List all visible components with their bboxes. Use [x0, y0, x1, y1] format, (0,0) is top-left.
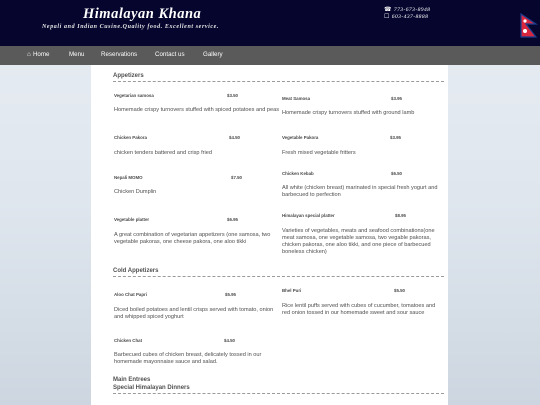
menu-item-name: Chicken Chat [114, 338, 143, 343]
nav-home[interactable]: ⌂ Home [27, 51, 50, 58]
menu-item-description: chicken tenders battered and crisp fried [114, 150, 212, 156]
home-icon: ⌂ [27, 51, 31, 58]
menu-item-price: $7.50 [231, 175, 242, 180]
section-divider [113, 393, 444, 394]
menu-item-description: All white (chicken breast) marinated in special fresh yogurt and barbecued to perfection [282, 185, 438, 198]
menu-item-price: $4.50 [224, 338, 235, 343]
main-nav [0, 46, 540, 65]
menu-item-description: Fresh mixed vegetable fritters [282, 150, 356, 156]
menu-item-price: $3.95 [390, 135, 401, 140]
contact-phones [384, 7, 430, 21]
nepal-flag-icon [520, 13, 538, 39]
section-title-main-entrees: Main Entrees [113, 377, 151, 383]
menu-item-name: Meat Samosa [282, 96, 311, 101]
menu-item-name: Chicken Kebab [282, 171, 314, 176]
site-header [0, 0, 540, 46]
menu-item-name: Vegetable Pakora [282, 135, 319, 140]
menu-content [91, 65, 448, 405]
phone-number-1: 773-673-8948 [393, 7, 431, 13]
menu-item-description: Barbecued cubes of chicken breast, delicately tossed in our homemade mayonnaise sauce and salad. [114, 352, 262, 365]
menu-item-price: $8.95 [395, 213, 406, 218]
nav-menu[interactable]: Menu [69, 51, 85, 58]
menu-item-price: $6.50 [391, 171, 402, 176]
menu-item-description: Homemade crispy turnovers stuffed with spiced potatoes and peas [114, 107, 280, 113]
checkbox-icon: ☐ [384, 14, 390, 20]
menu-item-name: Vegetarian samosa [114, 93, 154, 98]
nav-contact-us[interactable]: Contact us [155, 51, 185, 58]
menu-item-description: Varieties of vegetables, meats and seafood combinations(one meat samosa, one vegetable samosa, two vegable pakoras, chicken pakoras, one aloo tikki, and one piece of barbecued boneless chicken) [282, 228, 435, 255]
menu-item-price: $3.95 [391, 96, 402, 101]
nav-gallery[interactable]: Gallery [203, 51, 223, 58]
menu-item-price: $5.50 [394, 288, 405, 293]
menu-item-description: Chicken Dumplin [114, 189, 157, 195]
menu-item-description: Rice lentil puffs served with cubes of cucumber, tomatoes and red onion tossed in our homemade sweet and sour sauce [282, 303, 436, 316]
site-tagline: Nepali and Indian Cusine.Quality food. Excellent service. [42, 24, 220, 30]
nav-reservations[interactable]: Reservations [101, 51, 138, 58]
section-title-appetizers: Appetizers [113, 73, 144, 79]
menu-item-description: A great combination of vegetarian appetizers (one samosa, two vegetable pakoras, one cheese pakora, one aloo tikki [114, 232, 271, 245]
section-title-cold-appetizers: Cold Appetizers [113, 268, 159, 274]
menu-item-name: Chicken Pakora [114, 135, 147, 140]
menu-item-name: Bhel Puri [282, 288, 302, 293]
menu-item-description: Diced boiled potatoes and lentil crisps served with tomato, onion and whipped spiced yoghurt [114, 307, 274, 320]
section-divider [113, 81, 444, 82]
section-divider [113, 276, 444, 277]
menu-item-name: Aloo Chat Papri [114, 292, 147, 297]
phone-number-2: 603-437-8888 [391, 14, 429, 20]
phone-icon: ☎ [384, 7, 392, 13]
menu-item-name: Nepali MOMO [114, 175, 143, 180]
menu-item-name: Himalayan special platter [282, 213, 335, 218]
section-title-special-dinners: Special Himalayan Dinners [113, 385, 190, 391]
menu-item-price: $4.50 [229, 135, 240, 140]
menu-item-price: $6.95 [227, 217, 238, 222]
menu-item-price: $3.50 [227, 93, 238, 98]
menu-item-description: Homemade crispy turnovers stuffed with ground lamb [282, 110, 415, 116]
menu-item-price: $5.95 [225, 292, 236, 297]
menu-item-name: Vegetable platter [114, 217, 150, 222]
site-title[interactable]: Himalayan Khana [83, 6, 202, 22]
